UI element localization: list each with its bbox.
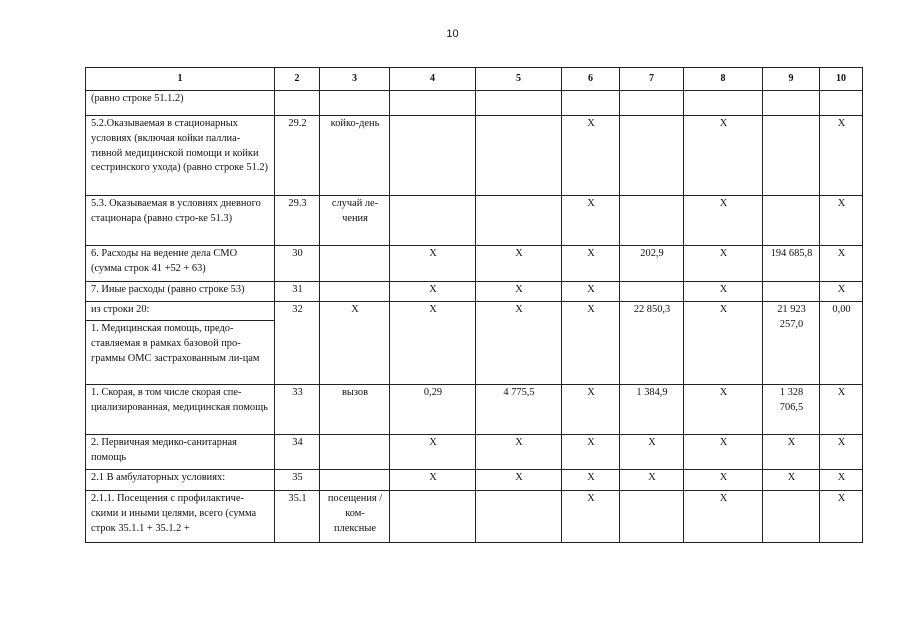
column-header: 9 [763,68,820,91]
table-row [86,491,863,543]
table-cell: X [820,470,863,491]
table-cell [763,282,820,302]
unit-cell: посещения / ком-плексные [320,491,390,543]
column-header: 2 [275,68,320,91]
column-header: 6 [562,68,620,91]
table-cell: X [684,302,763,385]
table-cell: X [820,246,863,282]
column-header: 10 [820,68,863,91]
table-row [86,91,863,116]
table-cell [763,116,820,196]
table-cell: X [684,491,763,543]
table-cell: X [684,435,763,470]
table-cell [476,116,562,196]
table-cell: X [684,385,763,435]
table-cell [620,491,684,543]
table-cell: 22 850,3 [620,302,684,385]
table-cell: X [684,116,763,196]
column-header: 4 [390,68,476,91]
row-description: 7. Иные расходы (равно строке 53) [86,282,275,302]
table-cell [763,91,820,116]
table-row [86,196,863,246]
row-number: 34 [275,435,320,470]
column-header: 1 [86,68,275,91]
table-cell: 202,9 [620,246,684,282]
table-cell: 0,00 [820,302,863,385]
table-cell: X [684,282,763,302]
row-number: 33 [275,385,320,435]
table-cell [390,116,476,196]
row-description: 2.1.1. Посещения с профилактиче-скими и иными целями, всего (сумма строк 35.1.1 + 35.1.2 + [86,491,275,543]
table-cell [684,91,763,116]
row-description: (равно строке 51.1.2) [86,91,275,116]
table-cell: X [562,470,620,491]
row-description: 6. Расходы на ведение дела СМО (сумма строк 41 +52 + 63) [86,246,275,282]
table-cell [620,196,684,246]
table-cell: 1 328 706,5 [763,385,820,435]
row-number: 29.3 [275,196,320,246]
table-cell: X [390,282,476,302]
table-cell: X [763,470,820,491]
table-cell: X [390,302,476,385]
table-cell [820,91,863,116]
table-row [86,116,863,196]
table-cell: X [820,435,863,470]
header-row [86,68,863,91]
row-description: 1. Скорая, в том числе скорая спе-циализированная, медицинская помощь [86,385,275,435]
table-cell: X [476,302,562,385]
table-cell: X [684,246,763,282]
table-row [86,385,863,435]
unit-cell: случай ле-чения [320,196,390,246]
unit-cell: койко-день [320,116,390,196]
table-cell: X [820,385,863,435]
unit-cell: X [320,302,390,385]
row-description: из строки 20: [86,302,275,321]
table-cell [620,91,684,116]
table-cell [763,491,820,543]
table-row [86,470,863,491]
row-number: 29.2 [275,116,320,196]
table-cell: X [562,246,620,282]
table-cell: 194 685,8 [763,246,820,282]
table-cell: X [820,282,863,302]
unit-cell [320,246,390,282]
table-cell: X [562,116,620,196]
table-cell [390,91,476,116]
page-number: 10 [446,28,459,40]
unit-cell: вызов [320,385,390,435]
row-number: 35.1 [275,491,320,543]
row-number: 32 [275,302,320,385]
row-number: 30 [275,246,320,282]
table-row [86,302,863,321]
column-header: 7 [620,68,684,91]
table-cell [763,196,820,246]
table-cell: X [390,435,476,470]
table-cell: X [620,435,684,470]
table-cell [476,491,562,543]
table-cell [476,91,562,116]
row-description: 2.1 В амбулаторных условиях: [86,470,275,491]
table-cell: X [820,196,863,246]
row-description: 5.3. Оказываемая в условиях дневного стационара (равно стро-ке 51.3) [86,196,275,246]
table-cell [390,196,476,246]
table-cell [620,116,684,196]
table-cell [390,491,476,543]
table-cell: X [620,470,684,491]
table-cell: X [684,196,763,246]
table-cell: X [562,282,620,302]
table-row [86,435,863,470]
table-cell [562,91,620,116]
unit-cell [320,91,390,116]
table-cell: X [476,435,562,470]
table-cell: X [820,491,863,543]
table-cell: X [390,470,476,491]
data-table [85,67,863,543]
table-cell: X [562,435,620,470]
table-cell: 4 775,5 [476,385,562,435]
table-cell: X [562,196,620,246]
table-cell: 0,29 [390,385,476,435]
column-header: 3 [320,68,390,91]
table-row [86,282,863,302]
unit-cell [320,282,390,302]
unit-cell [320,435,390,470]
table-cell: X [476,282,562,302]
row-number: 31 [275,282,320,302]
table-cell [476,196,562,246]
row-number [275,91,320,116]
table-cell: X [562,385,620,435]
table-cell: 21 923 257,0 [763,302,820,385]
table-row [86,246,863,282]
row-number: 35 [275,470,320,491]
table-cell: X [820,116,863,196]
row-description: 5.2.Оказываемая в стационарных условиях (включая койки паллиа-тивной медицинской помощи и койки сестринского ухода) (равно строке 51.2) [86,116,275,196]
table-cell: X [390,246,476,282]
table-cell: X [562,302,620,385]
row-description: 2. Первичная медико-санитарная помощь [86,435,275,470]
table-cell: X [476,246,562,282]
unit-cell [320,470,390,491]
table-cell: X [763,435,820,470]
table-cell: X [684,470,763,491]
table-cell: X [562,491,620,543]
column-header: 8 [684,68,763,91]
table-cell [620,282,684,302]
row-description: 1. Медицинская помощь, предо-ставляемая в рамках базовой про-граммы ОМС застрахованным ли-цам [86,321,275,385]
table-cell: X [476,470,562,491]
column-header: 5 [476,68,562,91]
table-cell: 1 384,9 [620,385,684,435]
